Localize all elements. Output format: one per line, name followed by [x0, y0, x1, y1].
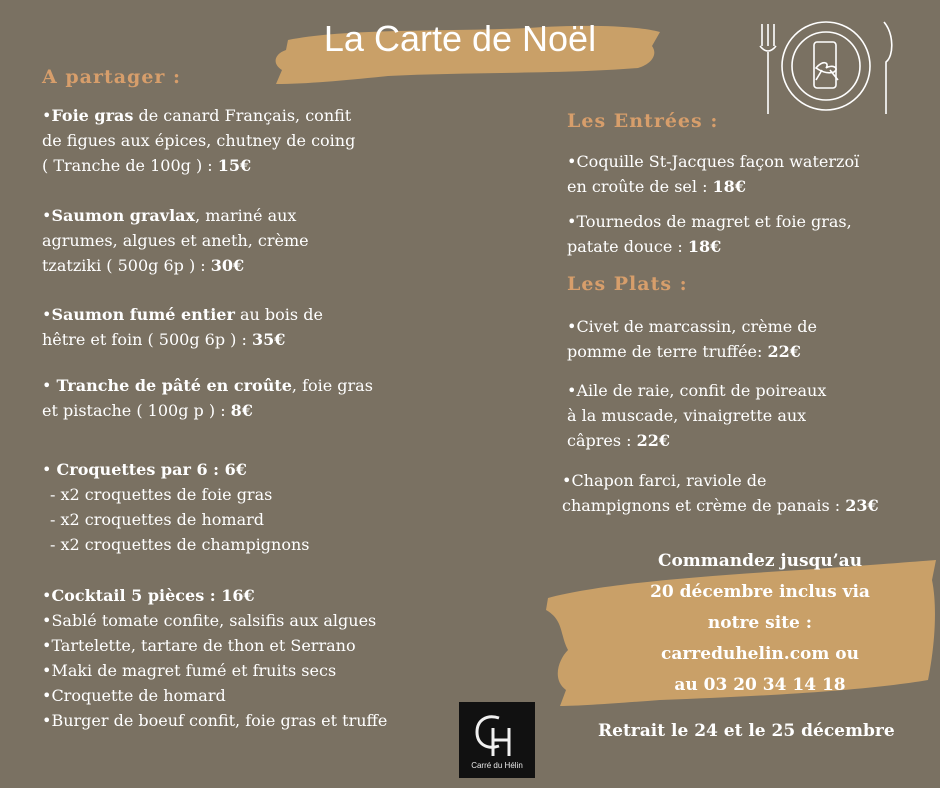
carre-du-helin-logo — [459, 702, 535, 778]
logo-text: Carré du Hélin — [471, 761, 523, 770]
item-raie: •Aile de raie, confit de poireaux à la muscade, vinaigrette aux câpres : 22€ — [567, 381, 827, 450]
item-cocktail: •Cocktail 5 pièces : 16€ •Sablé tomate confite, salsifis aux algues •Tartelette, tartare de thon et Serrano •Maki de magret fumé et fruits secs •Croquette de homard •Burger de boeuf confit, foie gras et truffe — [42, 586, 388, 730]
retrait-info: Retrait le 24 et le 25 décembre — [598, 721, 895, 741]
item-croquettes: • Croquettes par 6 : 6€ - x2 croquettes de foie gras - x2 croquettes de homard - x2 croquettes de champignons — [42, 460, 310, 554]
item-saumon-fume: •Saumon fumé entier au bois de hêtre et foin ( 500g 6p ) : 35€ — [42, 305, 323, 349]
ch-monogram-icon — [459, 704, 535, 764]
item-st-jacques: •Coquille St-Jacques façon waterzoï en croûte de sel : 18€ — [567, 152, 860, 196]
item-foie-gras: •Foie gras de canard Français, confit de figues aux épices, chutney de coing ( Tranche de 100g ) : 15€ — [42, 106, 356, 175]
item-tournedos: •Tournedos de magret et foie gras, patate douce : 18€ — [567, 212, 852, 256]
item-saumon-gravlax: •Saumon gravlax, mariné aux agrumes, algues et aneth, crème tzatziki ( 500g 6p ) : 30€ — [42, 206, 309, 275]
item-pate-croute: • Tranche de pâté en croûte, foie gras et pistache ( 100g p ) : 8€ — [42, 376, 373, 420]
item-chapon: •Chapon farci, raviole de champignons et crème de panais : 23€ — [562, 471, 879, 515]
order-info: Commandez jusqu’au 20 décembre inclus via notre site : carreduhelin.com ou au 03 20 34 14 18 — [650, 551, 870, 695]
section-heading-entrees: Les Entrées : — [567, 110, 719, 132]
plate-cutlery-icon — [752, 10, 902, 120]
section-heading-partager: A partager : — [42, 66, 182, 88]
item-civet: •Civet de marcassin, crème de pomme de terre truffée: 22€ — [567, 317, 818, 361]
page-title: La Carte de Noël — [323, 18, 597, 59]
section-heading-plats: Les Plats : — [567, 273, 688, 295]
